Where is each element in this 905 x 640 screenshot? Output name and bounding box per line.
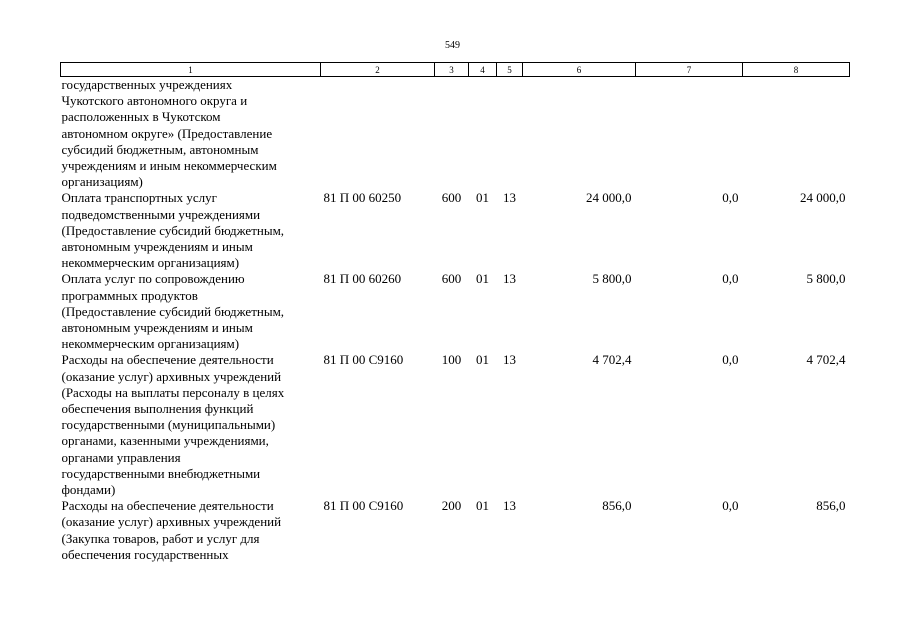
header-cell-4: 4 [469, 63, 497, 77]
row-code: 81 П 00 60250 [323, 190, 402, 206]
page-number: 549 [445, 40, 460, 51]
row-value-6: 5 800,0 [592, 271, 632, 287]
row-subsection: 13 [503, 271, 516, 287]
row-value-7 [636, 77, 743, 191]
row-subsection: 13 [503, 352, 516, 368]
table-row [61, 77, 850, 191]
row-section: 01 [476, 498, 489, 514]
row-value-8: 24 000,0 [800, 190, 846, 206]
row-expense-type: 600 [441, 271, 462, 287]
row-subsection: 13 [503, 190, 516, 206]
table-row [61, 190, 850, 271]
row-value-7: 0,0 [722, 352, 739, 368]
row-value-6: 4 702,4 [592, 352, 632, 368]
table-header [61, 63, 850, 77]
row-expense-type: 600 [441, 190, 462, 206]
row-section: 01 [476, 190, 489, 206]
row-value-8: 856,0 [816, 498, 846, 514]
header-row [61, 63, 850, 77]
row-value-6 [523, 77, 636, 191]
row-expense-type: 200 [441, 498, 462, 514]
table-row [61, 271, 850, 352]
row-section [469, 77, 497, 191]
header-cell-6: 6 [523, 63, 636, 77]
row-section: 01 [476, 352, 489, 368]
row-value-8 [743, 77, 850, 191]
header-cell-3: 3 [435, 63, 469, 77]
row-value-8: 5 800,0 [806, 271, 846, 287]
row-description: Оплата транспортных услуг подведомственными учреждениями (Предоставление субсидий бюджетным, автономным учреждениям и иным некоммерческим организациям) [61, 190, 285, 271]
row-value-6: 24 000,0 [586, 190, 632, 206]
row-value-6: 856,0 [602, 498, 632, 514]
row-value-7: 0,0 [722, 190, 739, 206]
header-cell-8: 8 [743, 63, 850, 77]
row-description: государственных учреждениях Чукотского автономного округа и расположенных в Чукотском автономном округе» (Предоставление субсидий бюджетным, автономным учреждениям и иным некоммерческим организациям) [61, 77, 277, 190]
row-description: Расходы на обеспечение деятельности (оказание услуг) архивных учреждений (Закупка товаров, работ и услуг для обеспечения государственных [61, 498, 282, 562]
row-expense-type [435, 77, 469, 191]
table-row [61, 498, 850, 563]
header-cell-2: 2 [321, 63, 435, 77]
row-code: 81 П 00 60260 [323, 271, 402, 287]
row-expense-type: 100 [441, 352, 462, 368]
row-code: 81 П 00 С9160 [323, 498, 404, 514]
table-body [61, 77, 850, 564]
row-value-7: 0,0 [722, 271, 739, 287]
header-cell-5: 5 [497, 63, 523, 77]
header-cell-1: 1 [61, 63, 321, 77]
row-description: Оплата услуг по сопровождению программных продуктов (Предоставление субсидий бюджетным, автономным учреждениям и иным некоммерческим организациям) [61, 271, 285, 352]
row-subsection [497, 77, 523, 191]
row-code [321, 77, 435, 191]
header-cell-7: 7 [636, 63, 743, 77]
row-subsection: 13 [503, 498, 516, 514]
row-description: Расходы на обеспечение деятельности (оказание услуг) архивных учреждений (Расходы на выплаты персоналу в целях обеспечения выполнения функций государственными (муниципальными) органами, казенными учреждениями, органами управления государственными внебюджетными фондами) [61, 352, 285, 498]
row-code: 81 П 00 С9160 [323, 352, 404, 368]
row-section: 01 [476, 271, 489, 287]
row-value-8: 4 702,4 [806, 352, 846, 368]
row-value-7: 0,0 [722, 498, 739, 514]
table-row [61, 352, 850, 498]
budget-table [60, 62, 850, 563]
